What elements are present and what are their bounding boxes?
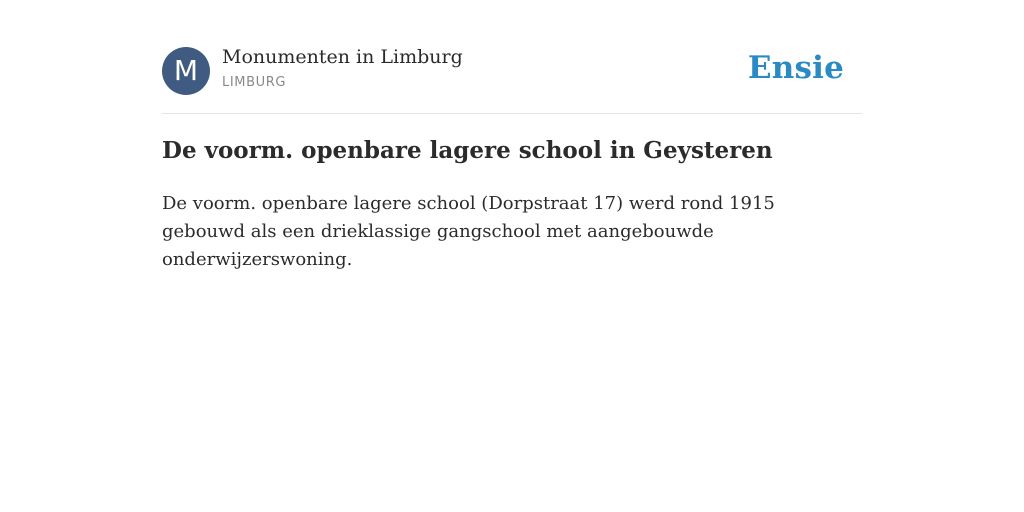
article-body: De voorm. openbare lagere school (Dorpstraat 17) werd rond 1915 gebouwd als een drieklassige gangschool met aangebouwde onderwijzerswoning. [162,193,775,270]
avatar[interactable]: M [162,47,210,95]
content-container [162,0,862,270]
source-title[interactable]: Monumenten in Limburg [222,46,463,68]
brand-logo[interactable]: Ensie [747,50,844,86]
article-title: De voorm. openbare lagere school in Geysteren [162,137,773,164]
source-header [162,0,862,114]
source-subtitle: LIMBURG [222,75,287,90]
